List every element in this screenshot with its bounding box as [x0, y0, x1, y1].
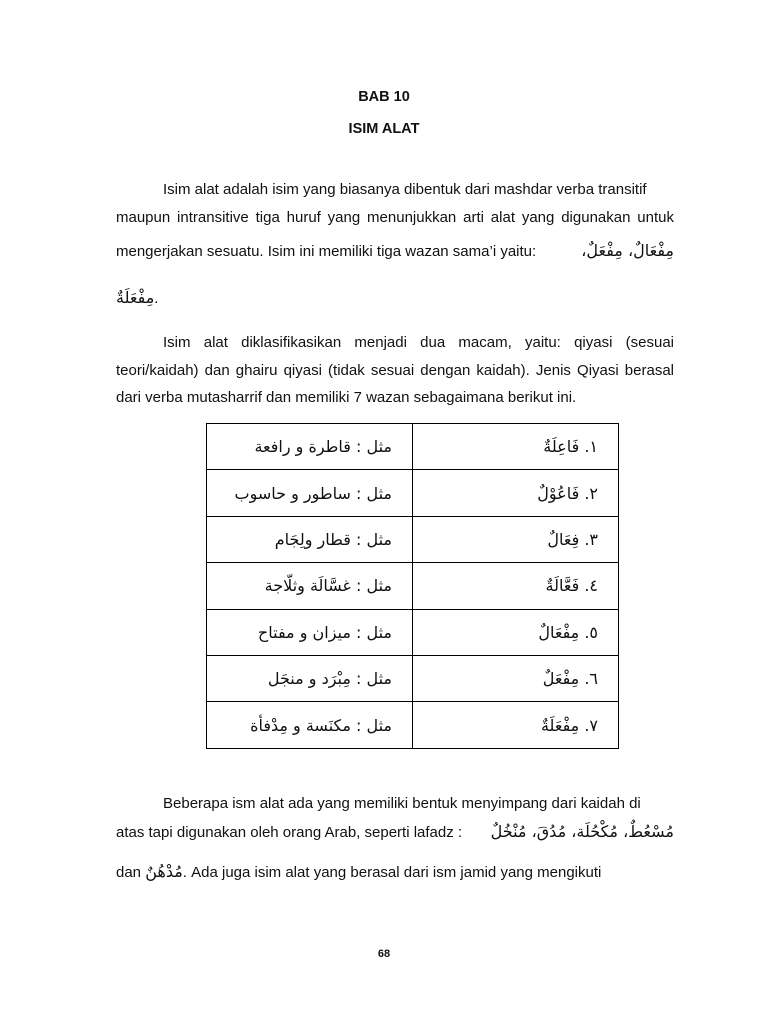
wazan-example-cell: مثل : قاطرة و رافعة: [207, 424, 413, 470]
table-row: [207, 702, 619, 748]
arabic-mudhun: مُدْهُنٌ: [145, 862, 183, 881]
chapter-number: BAB 10: [358, 89, 410, 105]
paragraph-irregular: [116, 790, 674, 887]
wazan-form-cell: ١. فَاعِلَةٌ: [413, 424, 619, 470]
paragraph-line: [116, 858, 674, 887]
wazan-form-cell: ٤. فَعَّالَةٌ: [413, 563, 619, 609]
paragraph-line-text: atas tapi digunakan oleh orang Arab, seperti lafadz :: [116, 823, 463, 841]
arabic-wazan-mifalatun: مِفْعَلَةٌ: [116, 287, 155, 307]
paragraph-line: [116, 237, 674, 266]
wazan-form-cell: ٦. مِفْعَلٌ: [413, 655, 619, 701]
paragraph-line-text: mengerjakan sesuatu. Isim ini memiliki tiga wazan sama’i yaitu:: [116, 243, 537, 260]
wazan-example-cell: مثل : ساطور و حاسوب: [207, 470, 413, 516]
paragraph-line-start: dan: [116, 864, 142, 881]
paragraph-definition: [116, 176, 674, 312]
wazan-example-cell: مثل : غسَّالَة وثلّاجة: [207, 563, 413, 609]
paragraph-line: Isim alat diklasifikasikan menjadi dua macam, yaitu: qiyasi (sesuai: [163, 334, 674, 351]
table-row: [207, 655, 619, 701]
paragraph-line: Isim alat adalah isim yang biasanya dibentuk dari mashdar verba transitif: [163, 181, 647, 198]
chapter-title: ISIM ALAT: [348, 121, 420, 137]
page-number: 68: [377, 948, 391, 960]
wazan-form-cell: ٧. مِفْعَلَةٌ: [413, 702, 619, 748]
paragraph-line: [116, 818, 674, 847]
table-row: [207, 470, 619, 516]
table-row: [207, 563, 619, 609]
paragraph-classification: [116, 329, 674, 412]
paragraph-line: Beberapa ism alat ada yang memiliki bentuk menyimpang dari kaidah di: [163, 795, 641, 812]
wazan-form-cell: ٥. مِفْعَالٌ: [413, 609, 619, 655]
paragraph-line: maupun intransitive tiga huruf yang menunjukkan arti alat yang digunakan untuk: [116, 208, 674, 226]
paragraph-line-text: . Ada juga isim alat yang berasal dari ism jamid yang mengikuti: [182, 864, 602, 881]
table-row: [207, 609, 619, 655]
wazan-example-cell: مثل : مكنَسة و مِدْفأة: [207, 702, 413, 748]
arabic-irregular-examples: مُسْعُطٌ، مُكْحُلَة، مُدُقَ، مُنْخُلٌ: [490, 821, 674, 841]
wazan-table: [206, 423, 619, 749]
paragraph-line: [116, 284, 674, 313]
table-row: [207, 516, 619, 562]
wazan-example-cell: مثل : قطار ولِجَام: [207, 516, 413, 562]
arabic-wazan-list: مِفْعَالٌ، مِفْعَلٌ،: [581, 241, 674, 260]
wazan-form-cell: ٣. فِعَالٌ: [413, 516, 619, 562]
paragraph-line-tail: .: [154, 289, 159, 307]
table-row: [207, 424, 619, 470]
wazan-form-cell: ٢. فَاعُوْلٌ: [413, 470, 619, 516]
wazan-example-cell: مثل : مِبْرَد و منجَل: [207, 655, 413, 701]
wazan-example-cell: مثل : ميزان و مفتاح: [207, 609, 413, 655]
paragraph-line: teori/kaidah) dan ghairu qiyasi (tidak sesuai dengan kaidah). Jenis Qiyasi berasal: [116, 361, 674, 379]
paragraph-line: dari verba mutasharrif dan memiliki 7 wazan sebagaimana berikut ini.: [116, 389, 577, 406]
